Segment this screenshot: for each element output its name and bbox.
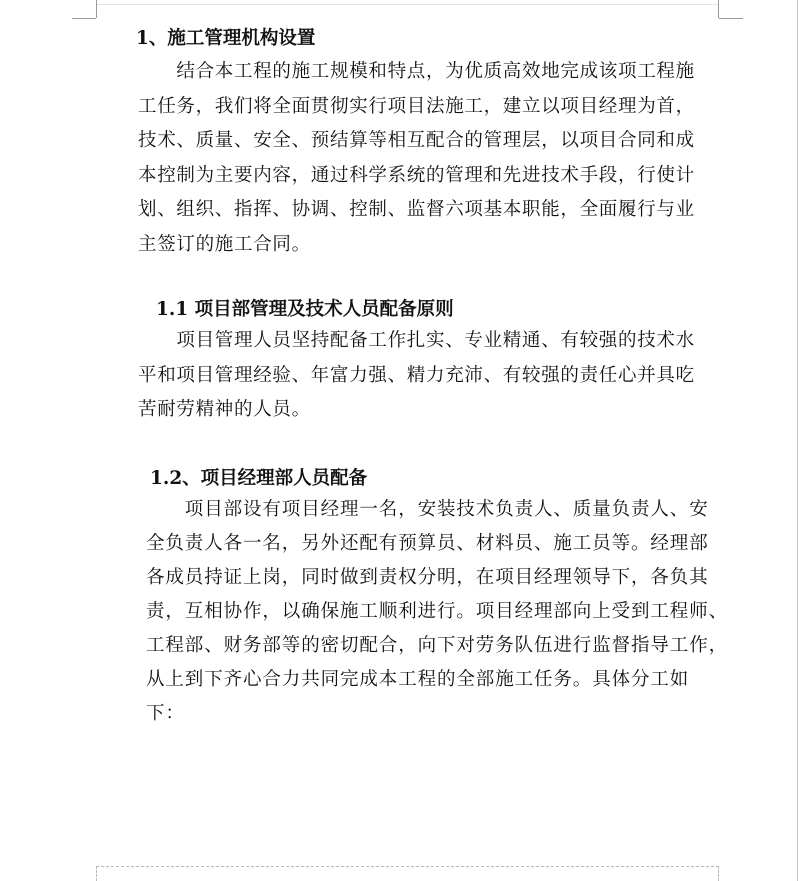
paragraph-line: 平和项目管理经验、年富力强、精力充沛、有较强的责任心并具吃 xyxy=(138,364,695,386)
crop-mark-top-left-horizontal xyxy=(72,18,96,19)
paragraph-line: 工程部、财务部等的密切配合，向下对劳务队伍进行监督指导工作， xyxy=(146,635,729,656)
page-bottom-boundary-right xyxy=(718,866,719,881)
paragraph-line: 主签订的施工合同。 xyxy=(138,233,311,255)
paragraph-line: 从上到下齐心合力共同完成本工程的全部施工任务。具体分工如 xyxy=(146,669,690,690)
section-paragraph-1 xyxy=(138,55,728,262)
paragraph-line: 全负责人各一名，另外还配有预算员、材料员、施工员等。经理部 xyxy=(146,533,709,554)
next-page-text-fragment xyxy=(260,873,560,881)
paragraph-line: 项目部设有项目经理一名，安装技术负责人、质量负责人、安 xyxy=(146,499,709,520)
paragraph-line: 本控制为主要内容，通过科学系统的管理和先进技术手段，行使计 xyxy=(138,164,695,186)
section-paragraph-1-1 xyxy=(138,324,728,428)
paragraph-line: 技术、质量、安全、预结算等相互配合的管理层，以项目合同和成 xyxy=(138,130,695,151)
section-heading-1-1: 1.1 项目部管理及技术人员配备原则 xyxy=(156,299,454,320)
paragraph-line: 苦耐劳精神的人员。 xyxy=(138,399,311,420)
paragraph-line: 工任务，我们将全面贯彻实行项目法施工，建立以项目经理为首， xyxy=(138,95,695,117)
paragraph-line: 下： xyxy=(146,703,185,724)
section-heading-1: 1、施工管理机构设置 xyxy=(136,28,316,49)
paragraph-line: 结合本工程的施工规模和特点，为优质高效地完成该项工程施 xyxy=(138,61,695,82)
paragraph-line: 责，互相协作，以确保施工顺利进行。项目经理部向上受到工程师、 xyxy=(146,601,729,622)
crop-mark-top-right-horizontal xyxy=(719,18,743,19)
paragraph-line: 各成员持证上岗，同时做到责权分明，在项目经理领导下，各负其 xyxy=(146,567,709,588)
crop-mark-top-right-vertical xyxy=(718,0,719,18)
crop-mark-top-left-vertical xyxy=(96,0,97,18)
paragraph-line: 划、组织、指挥、协调、控制、监督六项基本职能，全面履行与业 xyxy=(138,199,695,220)
section-heading-1-2: 1.2、项目经理部人员配备 xyxy=(150,468,368,489)
section-paragraph-1-2 xyxy=(146,493,729,731)
page-bottom-boundary xyxy=(96,866,719,867)
page-top-border xyxy=(97,4,718,5)
paragraph-line: 项目管理人员坚持配备工作扎实、专业精通、有较强的技术水 xyxy=(138,330,695,351)
page-bottom-boundary-left xyxy=(96,866,97,881)
